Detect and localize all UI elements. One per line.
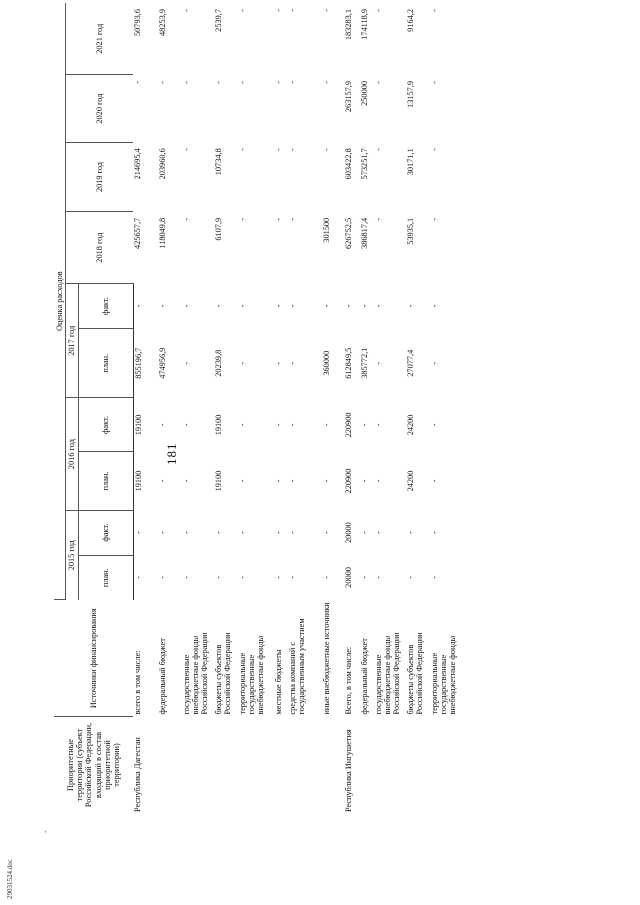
territory-cell [322,717,344,813]
value-cell: 9164,2 [405,9,415,32]
source-cell: государственные внебюджетные фонды Российской Федерации [373,632,402,715]
value-cell: - [287,479,297,483]
header-2016: 2016 год [66,398,78,510]
value-cell: - [273,304,283,308]
value-cell: - [373,304,383,308]
value-cell: - [373,148,383,152]
value-cell: - [429,9,439,12]
source-cell: территориальные государственные внебюджетные фонды [237,635,266,715]
value-cell: 19100 [133,414,143,436]
header-2016-plan: план. [78,452,133,510]
value-cell: 48253,9 [157,9,167,36]
value-cell: - [321,80,331,84]
value-cell: 250000 [359,80,369,106]
value-cell: - [405,576,415,579]
table-row [214,3,238,813]
value-cell: - [287,361,297,365]
value-cell: 425657,7 [133,217,143,249]
value-cell: - [373,479,383,483]
source-cell: всего в том числе: [133,650,143,715]
margin-marker: . [38,830,48,833]
header-estimate: Оценка расходов [54,3,66,600]
source-cell: местные бюджеты [273,649,283,715]
value-cell: - [287,423,297,427]
value-cell: 360000 [321,350,331,376]
value-cell: 20000 [343,567,353,588]
value-cell: - [181,576,191,579]
territory-cell [360,717,374,813]
source-cell: средства компаний с государственным участием [287,618,306,715]
source-cell: федеральный бюджет [359,638,369,715]
value-cell: 573251,7 [359,148,369,180]
header-2017: 2017 год [66,284,78,398]
value-cell: - [373,217,383,221]
value-cell: 855196,7 [133,347,143,379]
value-cell: - [273,9,283,12]
value-cell: 118049,8 [157,217,167,249]
value-cell: - [237,423,247,427]
territory-cell [238,717,274,813]
table-row [133,3,158,813]
value-cell: 2539,7 [213,9,223,32]
value-cell: - [429,423,439,427]
value-cell: - [157,531,167,534]
value-cell: - [373,531,383,534]
header-2015-plan: план. [78,555,133,600]
value-cell: - [181,80,191,84]
value-cell: - [287,148,297,152]
value-cell: - [237,9,247,12]
value-cell: 19100 [133,470,143,492]
value-cell: - [343,304,353,308]
value-cell: - [213,576,223,579]
value-cell: 603422,8 [343,148,353,180]
value-cell: - [237,304,247,308]
territory-cell [288,717,322,813]
value-cell: - [321,423,331,427]
value-cell: 183283,1 [343,9,353,41]
value-cell: - [373,361,383,365]
value-cell: - [273,361,283,365]
value-cell: - [213,80,223,84]
value-cell: - [273,531,283,534]
value-cell: 27077,4 [405,349,415,377]
value-cell: - [273,80,283,84]
value-cell: - [321,531,331,534]
value-cell: - [181,479,191,483]
value-cell: - [321,479,331,483]
table-row [274,3,288,813]
territory-cell [274,717,288,813]
value-cell: 20000 [343,522,353,543]
value-cell: 301500 [321,217,331,243]
value-cell: - [359,531,369,534]
value-cell: - [429,531,439,534]
value-cell: 20239,8 [213,349,223,377]
value-cell: - [359,423,369,427]
value-cell: - [359,479,369,483]
header-territory: Приоритетные территории (субъект Российской Федерации, входящий в состав приоритетной территории) [65,722,122,808]
source-cell: иные внебюджетные источники [321,602,331,715]
value-cell: - [287,576,297,579]
table-row [158,3,182,813]
value-cell: - [321,148,331,152]
value-cell: - [133,576,143,579]
value-cell: - [287,80,297,84]
value-cell: - [273,576,283,579]
table-row [430,3,460,813]
value-cell: 214695,4 [133,148,143,180]
value-cell: - [237,148,247,152]
value-cell: - [157,479,167,483]
value-cell: 53935,1 [405,217,415,245]
value-cell: - [273,423,283,427]
territory-cell [430,717,460,813]
header-2015-fact: факт. [78,510,133,555]
value-cell: - [287,304,297,308]
value-cell: - [321,9,331,12]
value-cell: - [321,304,331,308]
header-2017-fact: факт. [78,284,133,329]
table-row [288,3,322,813]
territory-cell [406,717,430,813]
value-cell: - [429,148,439,152]
value-cell: - [429,217,439,221]
header-2016-fact: факт. [78,398,133,452]
value-cell: 220900 [343,468,353,494]
table-row [322,3,344,813]
document-id: 29031524.doc [6,859,14,899]
value-cell: - [405,304,415,308]
value-cell: - [181,304,191,308]
value-cell: - [359,304,369,308]
value-cell: - [405,531,415,534]
source-cell: бюджеты субъектов Российской Федерации [213,632,232,715]
table-row [344,3,360,813]
value-cell: - [237,531,247,534]
value-cell: 263157,9 [343,80,353,113]
value-cell: - [273,217,283,221]
value-cell: - [157,423,167,427]
value-cell: - [157,576,167,579]
value-cell: - [429,576,439,579]
value-cell: - [181,361,191,365]
value-cell: - [157,80,167,84]
header-source: Источники финансирования [54,600,133,717]
value-cell: - [133,531,143,534]
header-2017-plan: план. [78,328,133,398]
value-cell: 30171,1 [405,148,415,176]
source-cell: федеральный бюджет [157,638,167,715]
value-cell: - [181,9,191,12]
value-cell: - [181,148,191,152]
value-cell: - [181,531,191,534]
value-cell: 10734,8 [213,148,223,176]
header-2021: 2021 год [66,3,133,75]
territory-cell [374,717,406,813]
value-cell: - [237,361,247,365]
value-cell: - [373,423,383,427]
value-cell: - [287,531,297,534]
territory-cell [214,717,238,813]
value-cell: - [213,304,223,308]
value-cell: - [273,479,283,483]
value-cell: - [133,304,143,308]
source-cell: Всего, в том числе: [343,646,353,715]
value-cell: - [373,80,383,84]
value-cell: 6107,9 [213,217,223,241]
value-cell: 19100 [213,470,223,492]
value-cell: - [373,9,383,12]
value-cell: 19100 [213,414,223,436]
value-cell: 474956,9 [157,347,167,379]
value-cell: - [157,304,167,308]
value-cell: - [429,304,439,308]
value-cell: - [237,576,247,579]
value-cell: 203960,6 [157,148,167,180]
value-cell: 24200 [405,414,415,436]
expense-table [54,3,460,813]
territory-cell [158,717,182,813]
value-cell: 220900 [343,412,353,438]
value-cell: 24200 [405,470,415,492]
value-cell: - [213,531,223,534]
value-cell: - [133,80,143,84]
value-cell: - [287,9,297,12]
table-row [360,3,374,813]
source-cell: бюджеты субъектов Российской Федерации [405,632,424,715]
value-cell: 626752,5 [343,217,353,249]
value-cell: 174118,9 [359,9,369,40]
territory-cell: Республика Дагестан [133,737,143,812]
value-cell: 50793,6 [133,9,143,36]
page-number: 181 [164,442,179,465]
header-2015: 2015 год [66,510,78,600]
value-cell: - [373,576,383,579]
table-row [374,3,406,813]
territory-cell: Республика Ингушетия [343,729,353,812]
source-cell: территориальные государственные внебюджетные фонды [429,635,458,715]
value-cell: - [429,80,439,84]
value-cell: - [181,423,191,427]
value-cell: - [429,479,439,483]
table-row [182,3,214,813]
value-cell: - [237,217,247,221]
territory-cell [182,717,214,813]
value-cell: 612849,5 [343,347,353,379]
value-cell: - [287,217,297,221]
value-cell: - [237,80,247,84]
value-cell: - [359,576,369,579]
table-row [238,3,274,813]
header-2020: 2020 год [66,75,133,142]
source-cell: государственные внебюджетные фонды Российской Федерации [181,632,210,715]
value-cell: - [181,217,191,221]
value-cell: 13157,9 [405,80,415,108]
value-cell: - [273,148,283,152]
value-cell: - [321,576,331,579]
header-2019: 2019 год [66,142,133,212]
value-cell: 386817,4 [359,217,369,249]
value-cell: - [237,479,247,483]
value-cell: 385772,1 [359,347,369,379]
header-2018: 2018 год [66,212,133,284]
value-cell: - [429,361,439,365]
table-row [406,3,430,813]
